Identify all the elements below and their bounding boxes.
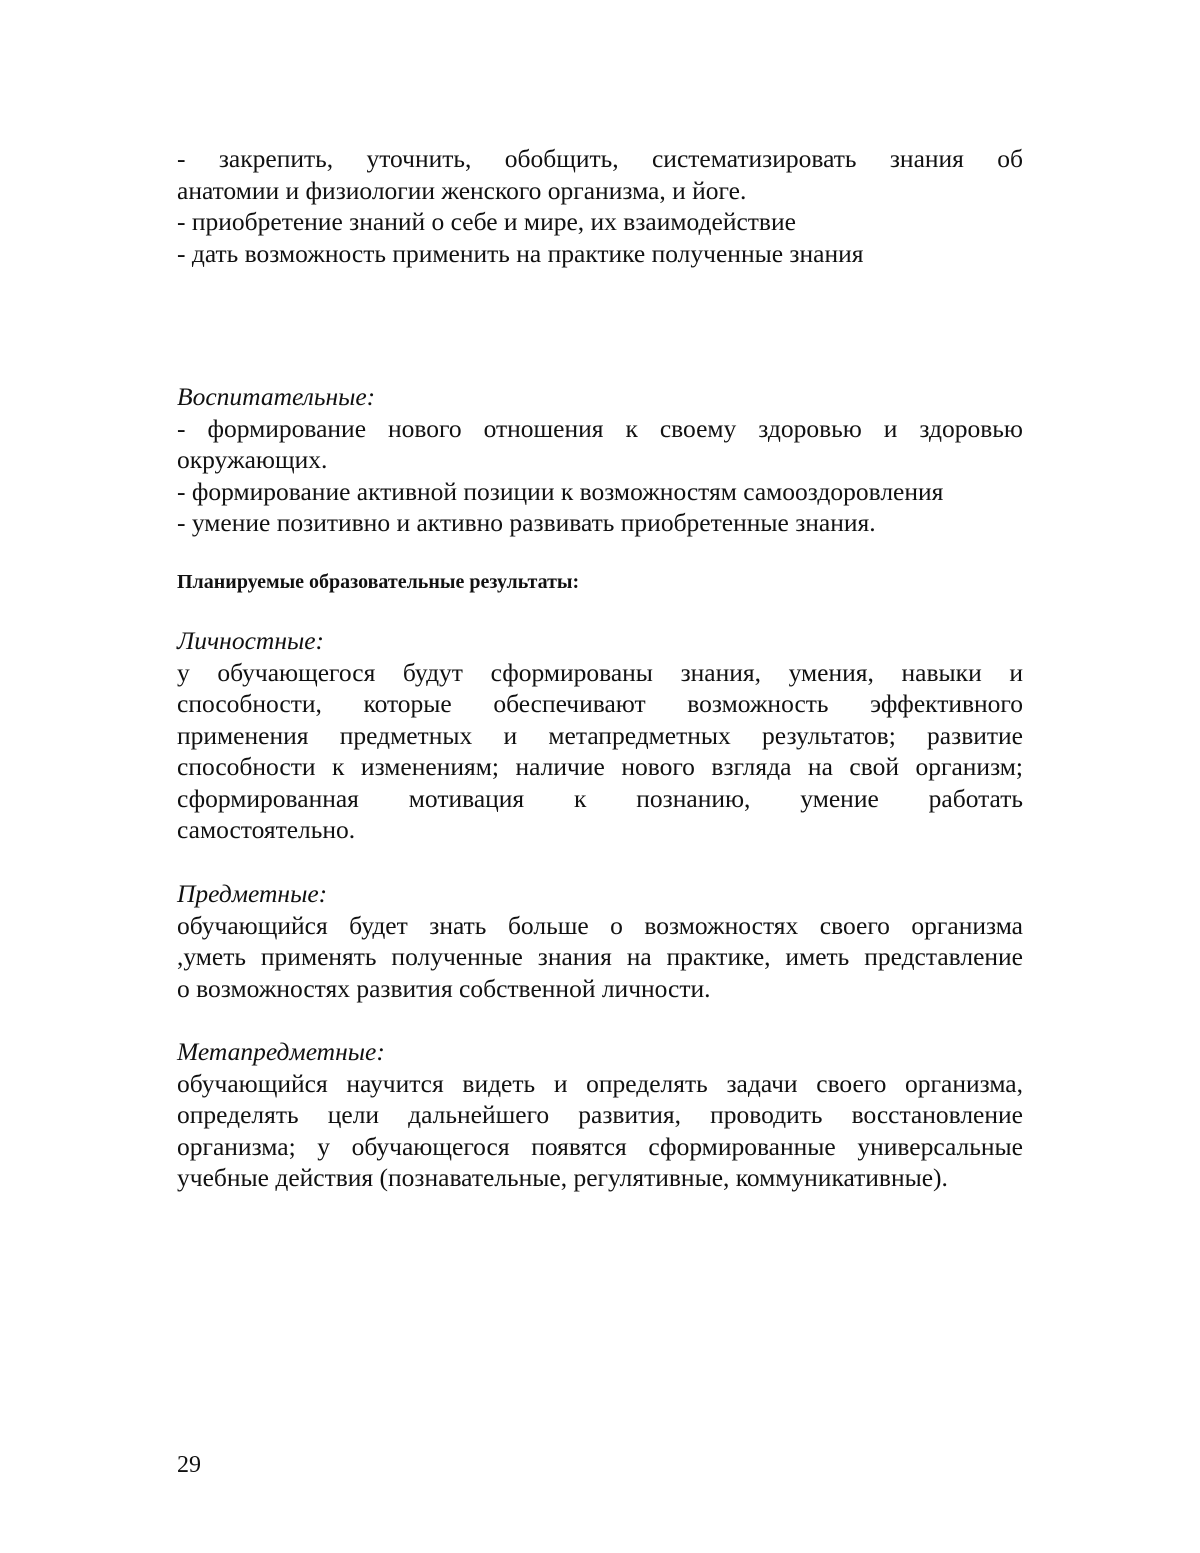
planned-results-heading: Планируемые образовательные результаты: [177,571,580,593]
paragraph-line: окружающих. [177,445,328,474]
intro-block [177,143,1023,269]
paragraph-line: обучающийся будет знать больше о возможностях своего организма [177,910,1023,940]
paragraph-line: - формирование нового отношения к своему здоровью и здоровью [177,413,1023,443]
paragraph-line: способности, которые обеспечивают возможность эффективного [177,689,1023,718]
paragraph-line: сформированная мотивация к познанию, умение работать [177,783,1023,813]
subject-results-section [177,878,1023,1004]
paragraph-line: у обучающегося будут сформированы знания, умения, навыки и [177,657,1023,687]
paragraph-line: о возможностях развития собственной личности. [177,973,711,1003]
personal-results-section [177,625,1023,846]
paragraph-line: - дать возможность применить на практике полученные знания [177,238,864,268]
educational-section [177,381,1023,539]
page-number: 29 [177,1452,201,1478]
paragraph-line: анатомии и физиологии женского организма, и йоге. [177,175,747,205]
paragraph-line: обучающийся научится видеть и определять задачи своего организма, [177,1068,1023,1098]
paragraph-line: учебные действия (познавательные, регулятивные, коммуникативные). [177,1163,948,1192]
paragraph-line: применения предметных и метапредметных результатов; развитие [177,720,1023,750]
section-heading: Метапредметные: [177,1037,385,1066]
planned-results-section [177,569,1023,595]
section-heading: Личностные: [177,626,325,655]
paragraph-line: определять цели дальнейшего развития, проводить восстановление [177,1100,1023,1129]
paragraph-line: организма; у обучающегося появятся сформированные универсальные [177,1131,1023,1161]
section-heading: Предметные: [177,879,328,908]
paragraph-line: способности к изменениям; наличие нового взгляда на свой организм; [177,752,1023,781]
paragraph-line: - закрепить, уточнить, обобщить, систематизировать знания об [177,144,1023,173]
section-heading: Воспитательные: [177,382,376,411]
paragraph-line: ,уметь применять полученные знания на практике, иметь представление [177,942,1023,971]
meta-subject-results-section [177,1036,1023,1194]
paragraph-line: - умение позитивно и активно развивать приобретенные знания. [177,508,876,537]
paragraph-line: - приобретение знаний о себе и мире, их взаимодействие [177,207,796,236]
paragraph-line: самостоятельно. [177,815,356,844]
paragraph-line: - формирование активной позиции к возможностям самооздоровления [177,476,944,506]
